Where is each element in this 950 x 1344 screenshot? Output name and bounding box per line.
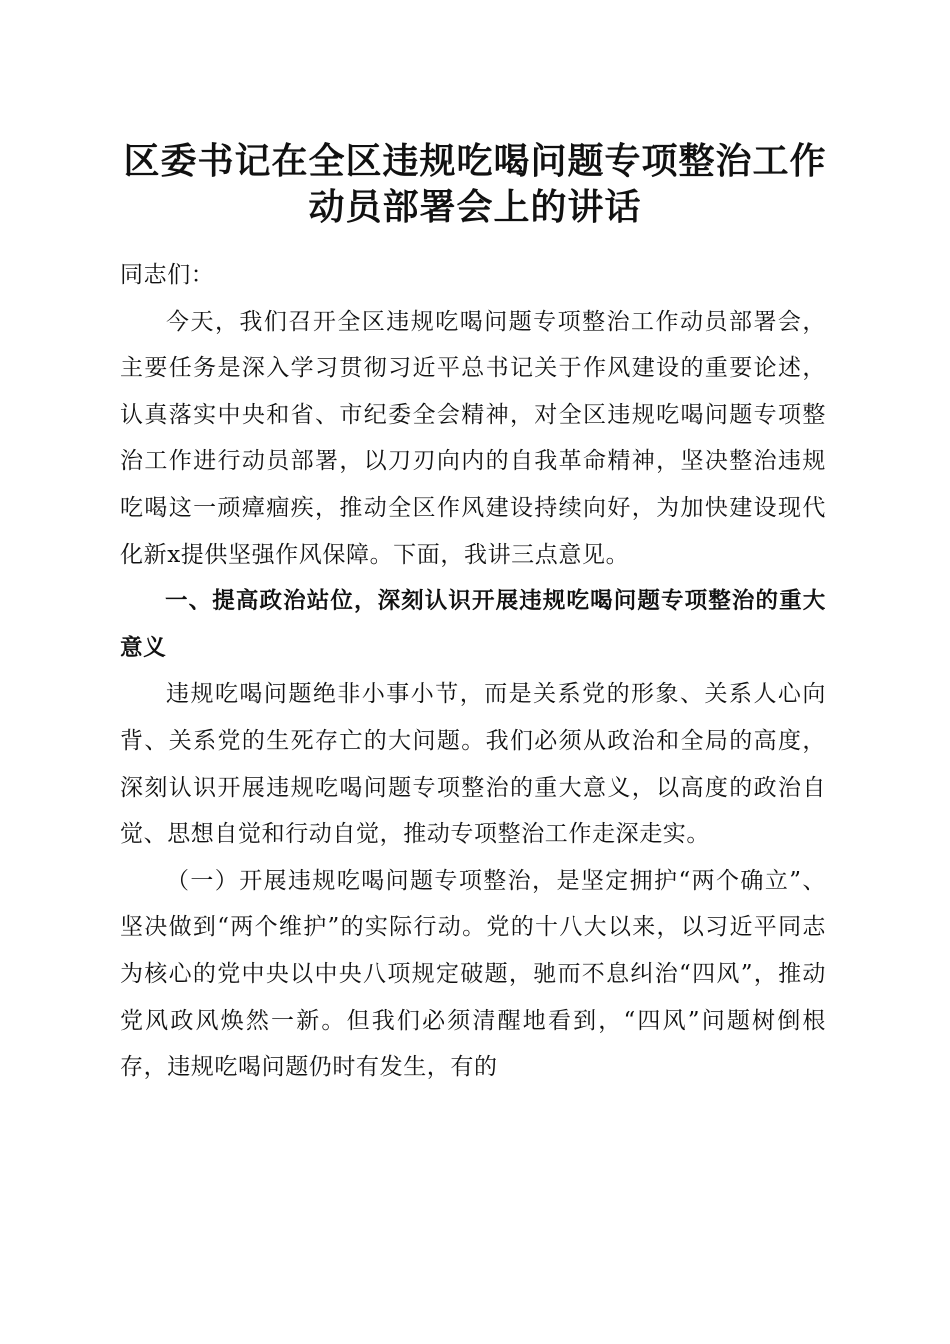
document-body (120, 252, 826, 1091)
paragraph-section-1: 违规吃喝问题绝非小事小节，而是关系党的形象、关系人心向背、关系党的生死存亡的大问题。我们必须从政治和全局的高度，深刻认识开展违规吃喝问题专项整治的重大意义，以高度的政治自觉、思想自觉和行动自觉，推动专项整治工作走深走实。 (120, 681, 826, 848)
section-heading-1: 一、提高政治站位，深刻认识开展违规吃喝问题专项整治的重大意义 (120, 588, 826, 661)
greeting: 同志们： (120, 262, 215, 288)
paragraph-subsection-1: （一）开展违规吃喝问题专项整治，是坚定拥护“两个确立”、坚决做到“两个维护”的实际行动。党的十八大以来，以习近平同志为核心的党中央以中央八项规定破题，驰而不息纠治“四风”，推动党风政风焕然一新。但我们必须清醒地看到，“四风”问题树倒根存，违规吃喝问题仍时有发生，有的 (120, 867, 826, 1081)
document-title: 区委书记在全区违规吃喝问题专项整治工作动员部署会上的讲话 (123, 140, 827, 228)
paragraph-intro: 今天，我们召开全区违规吃喝问题专项整治工作动员部署会，主要任务是深入学习贯彻习近平总书记关于作风建设的重要论述，认真落实中央和省、市纪委全会精神，对全区违规吃喝问题专项整治工作进行动员部署，以刀刃向内的自我革命精神，坚决整治违规吃喝这一顽瘴痼疾，推动全区作风建设持续向好，为加快建设现代化新x提供坚强作风保障。下面，我讲三点意见。 (120, 308, 826, 568)
